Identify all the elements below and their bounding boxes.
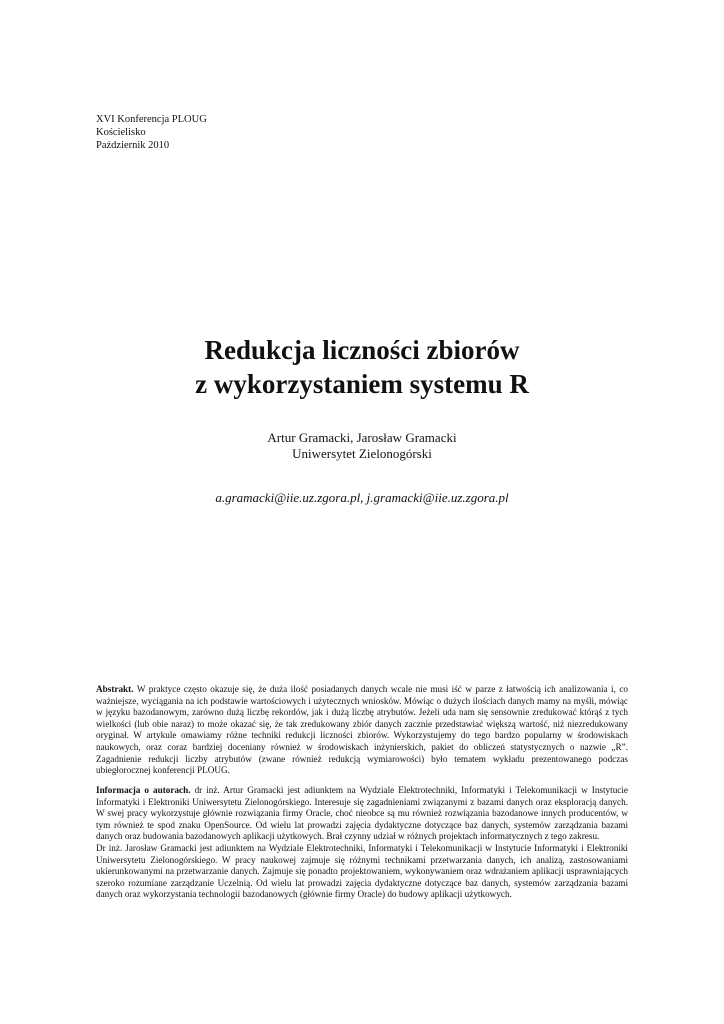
author-info-text-1: dr inż. Artur Gramacki jest adiunktem na Wydziale Elektrotechniki, Informatyki i Telekomunikacji w Instytucie Informatyki i Elektroniki Uniwersytetu Zielonogórskiego. Interesuje się zagadnieniami związanymi z bazami danych oraz eksploracją danych. W swej pracy wykorzystuje głównie rozwiązania firmy Oracle, choć nieobce są mu również rozwiązania bazodanowe innych producentów, w tym również te spod znaku OpenSource. Od wielu lat prowadzi zajęcia dydaktyczne dotyczące baz danych, systemów zarządzania bazami danych oraz budowania bazodanowych aplikacji użytkowych. Brał czynny udział w różnych projektach informatycznych z tego zakresu. [96,785,628,842]
conference-date: Październik 2010 [96,140,170,151]
author-block [0,430,724,462]
conference-name: XVI Konferencja PLOUG [96,114,207,125]
author-info-paragraph-2 [96,843,628,901]
conference-header [96,113,207,152]
author-info-paragraph-1 [96,785,628,843]
author-info-text-2: Dr inż. Jarosław Gramacki jest adiunktem na Wydziale Elektrotechniki, Informatyki i Telekomunikacji w Instytucie Informatyki i Elektroniki Uniwersytetu Zielonogórskiego. W pracy naukowej zajmuje się różnymi technikami przetwarzania danych, ich analizą, zastosowaniami ukierunkowanymi na przetwarzanie danych. Zajmuje się ponadto projektowaniem, wykonywaniem oraz wdrażaniem aplikacji usprawniających szeroko rozumiane zarządzanie Uczelnią. Od wielu lat prowadzi zajęcia dydaktyczne dotyczące baz danych, systemów zarządzania bazami danych oraz wykorzystania technologii bazodanowych (głównie firmy Oracle) do budowy aplikacji użytkowych. [96,842,628,900]
conference-location: Kościelisko [96,127,146,138]
abstract-section [96,684,628,777]
paper-title [0,333,724,401]
paper-title-line-1: Redukcja liczności zbiorów [204,335,520,365]
paper-title-line-2: z wykorzystaniem systemu R [195,369,529,399]
author-names: Artur Gramacki, Jarosław Gramacki [267,430,457,445]
author-info-section [96,785,628,901]
author-info-label: Informacja o autorach. [96,785,191,795]
author-emails: a.gramacki@iie.uz.zgora.pl, j.gramacki@iie.uz.zgora.pl [215,490,509,505]
abstract-text: W praktyce często okazuje się, że duża ilość posiadanych danych wcale nie musi iść w parze z łatwością ich analizowania i, co ważniejsze, wyciągania na ich podstawie wartościowych i użytecznych wniosków. Mówiąc o dużych ilościach danych mamy na myśli, mówiąc w języku bazodanowym, zarówno dużą liczbę rekordów, jak i dużą liczbę atrybutów. Jeżeli uda nam się sensownie zredukować którąś z tych wielkości (lub obie naraz) to może okazać się, że tak zredukowany zbiór danych zacznie przedstawiać większą wartość, niż niezredukowany oryginał. W artykule omawiamy różne techniki redukcji liczności zbiorów. Wykorzystujemy do tego bardzo popularny w środowiskach naukowych, oraz coraz bardziej doceniany również w środowiskach inżynierskich, pakiet do obliczeń statystycznych o nazwie „R”. Zagadnienie redukcji liczby atrybutów (zwane również redukcją wymiarowości) było tematem wykładu prezentowanego podczas ubiegłorocznej konferencji PLOUG. [96,684,628,776]
author-affiliation: Uniwersytet Zielonogórski [292,446,432,461]
abstract-label: Abstrakt. [96,684,134,694]
